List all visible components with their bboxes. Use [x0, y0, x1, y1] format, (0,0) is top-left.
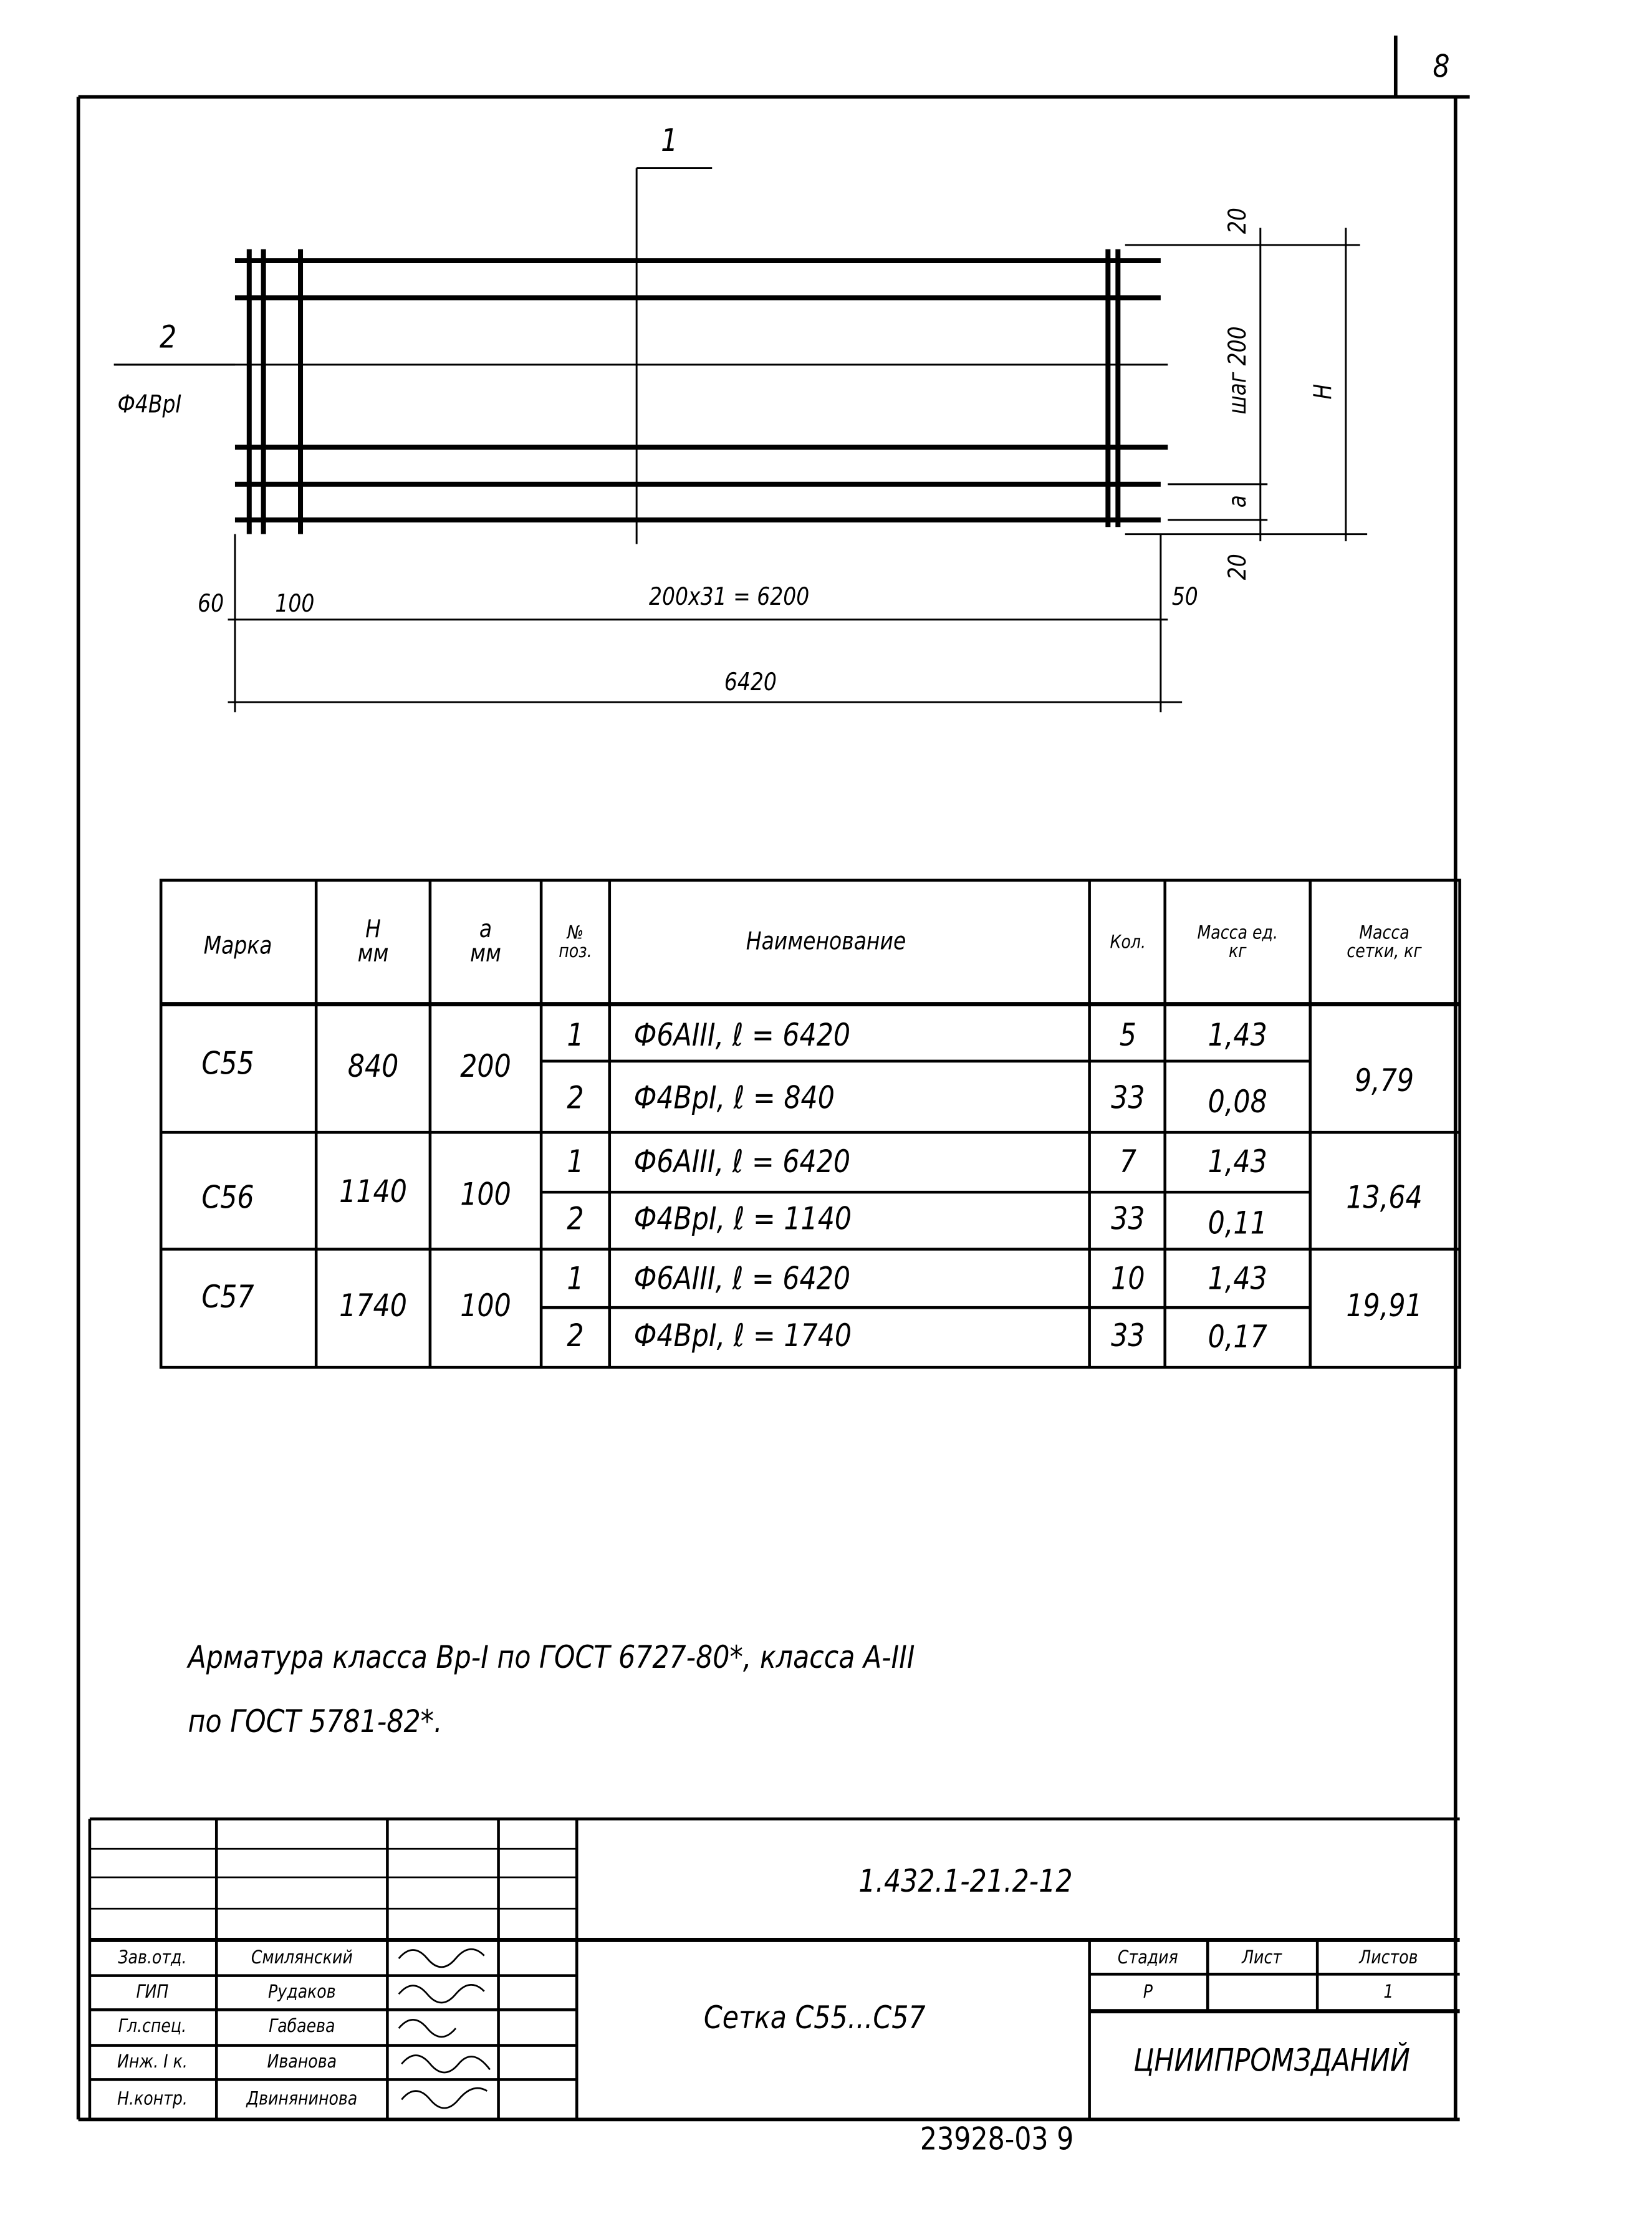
- cell-pos: 1: [567, 1262, 584, 1298]
- cell-unit-mass: 1,43: [1208, 1145, 1267, 1181]
- stage-value: Р: [1143, 1981, 1153, 2004]
- dim-50: 50: [1171, 583, 1198, 612]
- dim-100: 100: [275, 590, 315, 619]
- cell-unit-mass: 1,43: [1208, 1018, 1267, 1054]
- sheets-label: Листов: [1359, 1948, 1418, 1970]
- header-a: а мм: [470, 915, 501, 969]
- cell-qty: 5: [1119, 1018, 1136, 1054]
- archive-stamp: 23928-03 9: [920, 2122, 1074, 2159]
- document-title: Сетка С55...С57: [703, 2001, 926, 2037]
- cell-pos: 1: [567, 1018, 584, 1054]
- staff-name: Двинянинова: [246, 2089, 358, 2111]
- cell-a: 100: [460, 1289, 511, 1325]
- dim-a: а: [1224, 495, 1253, 508]
- cell-mesh-mass: 13,64: [1346, 1180, 1423, 1216]
- cell-mesh-mass: 9,79: [1354, 1064, 1414, 1100]
- sheet-label: Лист: [1242, 1948, 1282, 1970]
- cell-qty: 33: [1111, 1202, 1145, 1238]
- dim-total: 6420: [724, 668, 777, 698]
- cell-name: Ф6АIII, ℓ = 6420: [633, 1262, 851, 1298]
- position-2-label: 2: [159, 320, 177, 357]
- header-pos: № поз.: [559, 923, 592, 963]
- cell-name: Ф6АIII, ℓ = 6420: [633, 1018, 851, 1054]
- cell-unit-mass: 1,43: [1208, 1262, 1267, 1298]
- cell-pos: 2: [567, 1202, 584, 1238]
- dim-60: 60: [198, 590, 224, 619]
- mesh-rebars: [235, 249, 1168, 534]
- header-mesh-mass: Масса сетки, кг: [1347, 923, 1422, 963]
- cell-mark: С57: [201, 1280, 254, 1316]
- header-mark: Марка: [203, 932, 272, 961]
- cell-mark: С55: [201, 1047, 254, 1083]
- dim-H: Н: [1309, 383, 1338, 400]
- staff-role: ГИП: [136, 1981, 169, 2004]
- staff-name: Рудаков: [267, 1981, 336, 2004]
- cell-H: 1140: [339, 1175, 407, 1211]
- staff-name: Иванова: [267, 2051, 337, 2074]
- cell-unit-mass: 0,17: [1208, 1320, 1267, 1356]
- position-2-spec: Ф4ВрI: [117, 391, 182, 420]
- cell-H: 840: [347, 1049, 399, 1085]
- cell-qty: 7: [1119, 1145, 1136, 1181]
- header-unit-mass: Масса ед. кг: [1197, 923, 1278, 963]
- cell-qty: 33: [1111, 1319, 1145, 1355]
- cell-unit-mass: 0,11: [1208, 1206, 1267, 1243]
- note-line-2: по ГОСТ 5781-82*.: [188, 1705, 443, 1741]
- section-mark: 1: [661, 123, 678, 160]
- cell-name: Ф4ВрI, ℓ = 1140: [633, 1202, 852, 1238]
- cell-qty: 33: [1111, 1081, 1145, 1117]
- staff-role: Н.контр.: [117, 2089, 188, 2111]
- sheets-value: 1: [1383, 1981, 1394, 2004]
- staff-name: Габаева: [269, 2016, 335, 2038]
- staff-name: Смилянский: [251, 1948, 353, 1970]
- cell-a: 100: [460, 1178, 511, 1214]
- dim-step: шаг 200: [1224, 326, 1253, 415]
- sheet-number: 8: [1433, 49, 1450, 86]
- signatures: [399, 1949, 490, 2108]
- cell-mesh-mass: 19,91: [1346, 1289, 1423, 1325]
- staff-role: Зав.отд.: [118, 1948, 187, 1970]
- cell-mark: С56: [201, 1180, 254, 1216]
- note-line-1: Арматура класса Вр-I по ГОСТ 6727-80*, класса А-III: [188, 1640, 915, 1677]
- header-qty: Кол.: [1110, 932, 1146, 954]
- header-name: Наименование: [746, 928, 906, 957]
- staff-role: Инж. I к.: [117, 2051, 188, 2074]
- stage-label: Стадия: [1117, 1948, 1178, 1970]
- document-code: 1.432.1-21.2-12: [858, 1864, 1073, 1900]
- cell-H: 1740: [339, 1289, 407, 1325]
- cell-pos: 2: [567, 1081, 584, 1117]
- cell-pos: 1: [567, 1145, 584, 1181]
- staff-role: Гл.спец.: [118, 2016, 187, 2038]
- cell-name: Ф6АIII, ℓ = 6420: [633, 1145, 851, 1181]
- cell-unit-mass: 0,08: [1208, 1085, 1267, 1121]
- organization: ЦНИИПРОМЗДАНИЙ: [1133, 2044, 1410, 2080]
- dim-span: 200х31 = 6200: [649, 583, 810, 612]
- dim-20-bottom: 20: [1224, 554, 1253, 580]
- header-H: Н мм: [357, 915, 389, 969]
- cell-pos: 2: [567, 1319, 584, 1355]
- cell-qty: 10: [1111, 1262, 1145, 1298]
- cell-name: Ф4ВрI, ℓ = 840: [633, 1081, 835, 1117]
- cell-name: Ф4ВрI, ℓ = 1740: [633, 1319, 852, 1355]
- cell-a: 200: [460, 1049, 511, 1085]
- dim-20-top: 20: [1224, 208, 1253, 234]
